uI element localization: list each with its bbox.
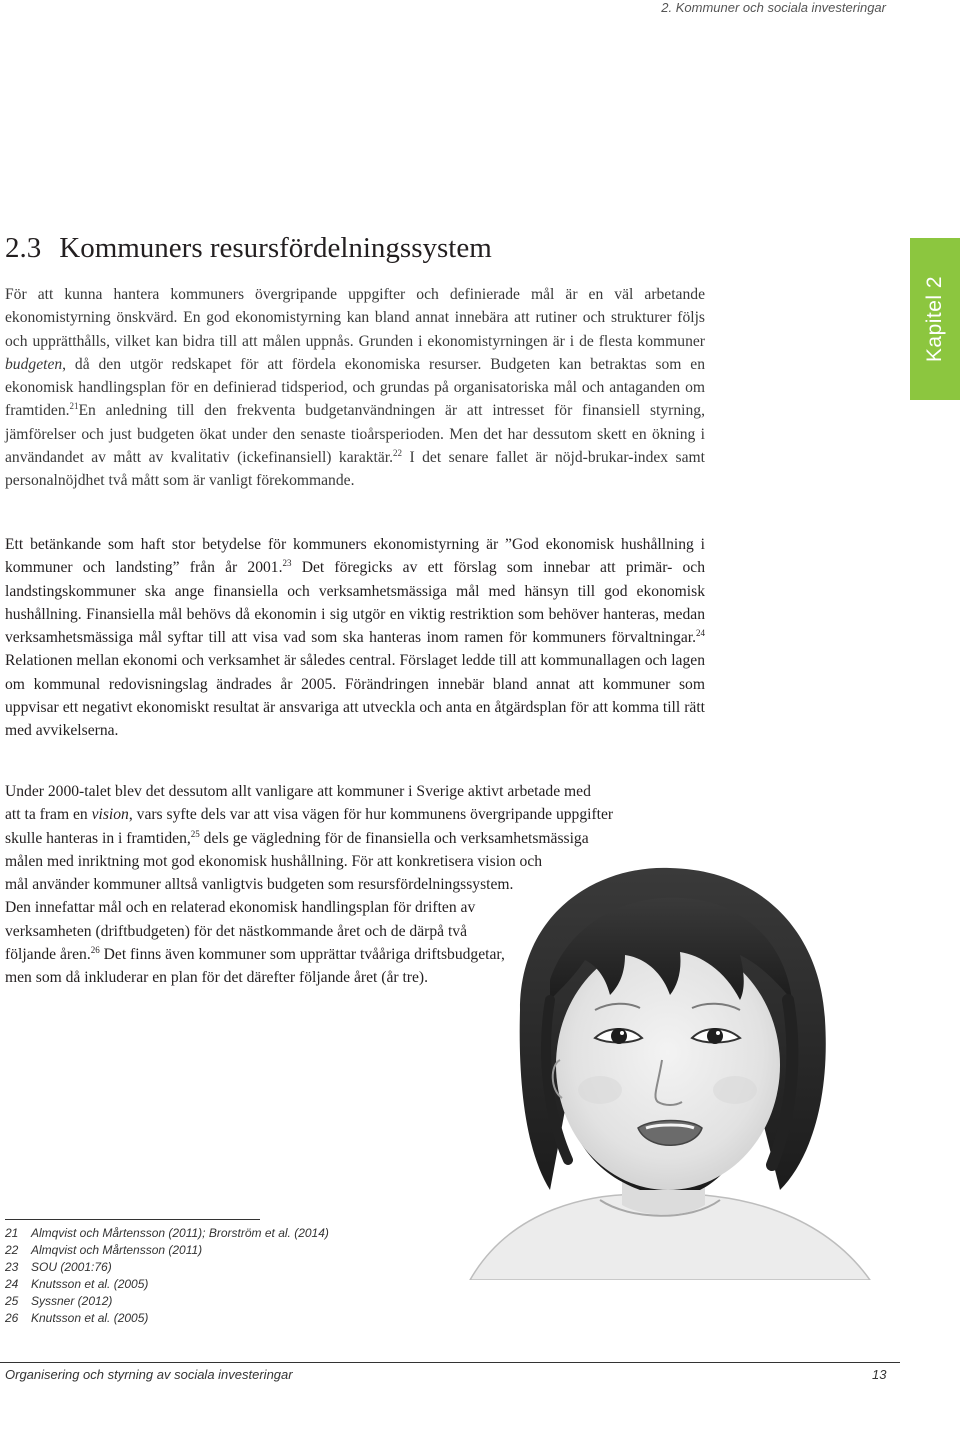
footer-publication-title: Organisering och styrning av sociala investeringar [5, 1367, 293, 1382]
p2-text-b: Det föregicks av ett förslag som innebar att primär- och landstingskommuner ska ange finansiella och verksamhetsmässiga mål med hänsyn till god ekonomisk hushållning. Finansiella mål behövs då ekonomin i sig utgör en viktig restriktion som behöver hanteras, medan verksamhetsmässiga mål syftar till att visa vad som ska hanteras inom ramen för kommuners förvaltningar. [5, 559, 705, 647]
footer-rule [0, 1362, 900, 1363]
footnote-text: Syssner (2012) [31, 1294, 113, 1308]
footnote-item [5, 1225, 329, 1242]
section-title: Kommuners resursfördelningssystem [59, 232, 492, 264]
p3-line: Under 2000-talet blev det dessutom allt vanligare att kommuner i Sverige aktivt arbetade med [5, 783, 591, 800]
footnote-text: Knutsson et al. (2005) [31, 1277, 149, 1291]
p3-line: målen med inriktning mot god ekonomisk hushållning. För att konkretisera vision och [5, 852, 543, 870]
p1-text-a: För att kunna hantera kommuners övergripande uppgifter och definierade mål är en väl arbetande ekonomistyrning önskvärd. En god ekonomistyrning kan bland annat innebära att rutiner och strukturer följs och upprätthålls, vilket kan bidra till att målen uppnås. Grunden i ekonomistyrningen är i de flesta kommuner [5, 286, 705, 350]
p3-line: att ta fram en [5, 806, 92, 824]
chapter-tab-label: Kapitel 2 [923, 275, 946, 363]
p2-text-c: Relationen mellan ekonomi och verksamhet är således central. Förslaget ledde till att kommunallagen och lagen om kommunal redovisningslag ändrades år 2005. Förändringen innebär bland annat att kommuner som uppvisar ett negativt ekonomiskt resultat är ansvariga att utveckla och anta en åtgärdsplan för att komma till rätt med avvikelserna. [5, 652, 705, 740]
footnote-ref-24[interactable]: 24 [696, 628, 705, 639]
footnote-number: 23 [5, 1260, 19, 1274]
footnote-item [5, 1242, 329, 1259]
p1-text-d: En anledning till den frekventa budgetanvändningen är att intresset för finansiell styrning, jämförelser och just budgeten ökat under den senaste tioårsperioden. Men det har dessutom skett en ökning i användandet av mått av kvalitativ (ickefinansiell) karaktär. [5, 402, 705, 467]
p2-text-a: Ett betänkande som haft stor betydelse för kommuners ekonomistyrning är ”God ekonomisk hushållning i kommuner och landsting” från år 2001. [5, 536, 705, 577]
p3-line: dels ge vägledning för de finansiella och verksamhetsmässiga [199, 829, 589, 847]
footnote-ref-21[interactable]: 21 [69, 401, 79, 412]
footnote-ref-25[interactable]: 25 [190, 828, 200, 839]
p3-line: Den innefattar mål och en relaterad ekonomisk handlingsplan för driften av [5, 899, 476, 917]
footnote-text: SOU (2001:76) [31, 1260, 112, 1274]
p3-line: mål använder kommuner alltså vanligtvis budgeten som resursfördelningssystem. [5, 876, 514, 894]
footnote-text: Almqvist och Mårtensson (2011); Brorström et al. (2014) [31, 1226, 329, 1240]
footnote-ref-26[interactable]: 26 [90, 945, 100, 956]
footnote-text: Almqvist och Mårtensson (2011) [31, 1243, 203, 1257]
footnote-number: 26 [5, 1311, 19, 1325]
footnote-item [5, 1293, 329, 1310]
p3-emphasis-vision: vision [91, 806, 129, 824]
footnote-list [5, 1225, 329, 1327]
paragraph-2 [5, 533, 705, 743]
footnote-number: 22 [5, 1243, 19, 1257]
footnote-ref-22[interactable]: 22 [393, 448, 403, 459]
child-portrait-illustration [400, 860, 960, 1280]
p3-line: men som då inkluderar en plan för det därefter följande året (år tre). [5, 969, 428, 987]
chapter-tab [910, 238, 960, 400]
footnote-number: 24 [5, 1277, 19, 1291]
section-number: 2.3 [5, 232, 42, 264]
footnote-rule [5, 1219, 260, 1220]
p1-emphasis-budgeten: budgeten [5, 355, 63, 373]
paragraph-1 [5, 283, 705, 493]
p3-line: Det finns även kommuner som upprättar tvååriga driftsbudgetar, [99, 946, 505, 964]
footnote-ref-23[interactable]: 23 [282, 558, 292, 569]
section-heading [5, 232, 492, 265]
footnote-item [5, 1276, 329, 1293]
p3-line: , vars syfte dels var att visa vägen för hur kommunens övergripande uppgifter [128, 806, 614, 824]
p1-text-c: , då den utgör redskapet för att fördela ekonomiska resurser. Budgeten kan betraktas som en ekonomisk handlingsplan för en definierad tidsperiod, och grundas på organisatoriska mål och antaganden om framtiden. [5, 355, 705, 420]
p3-line: verksamheten (driftbudgeten) för det nästkommande året och de därpå två [5, 922, 467, 940]
footnote-item [5, 1259, 329, 1276]
p1-text-e: I det senare fallet är nöjd-brukar-index samt personalnöjdhet två mått som är vanligt förekommande. [5, 449, 705, 490]
footnote-number: 25 [5, 1294, 19, 1308]
footnote-number: 21 [5, 1226, 19, 1240]
p3-line: följande åren. [5, 946, 91, 964]
page-number: 13 [872, 1367, 887, 1382]
running-header: 2. Kommuner och sociala investeringar [661, 0, 886, 15]
p3-line: skulle hanteras in i framtiden, [5, 829, 191, 847]
footnote-text: Knutsson et al. (2005) [31, 1311, 149, 1325]
footnote-item [5, 1310, 329, 1327]
